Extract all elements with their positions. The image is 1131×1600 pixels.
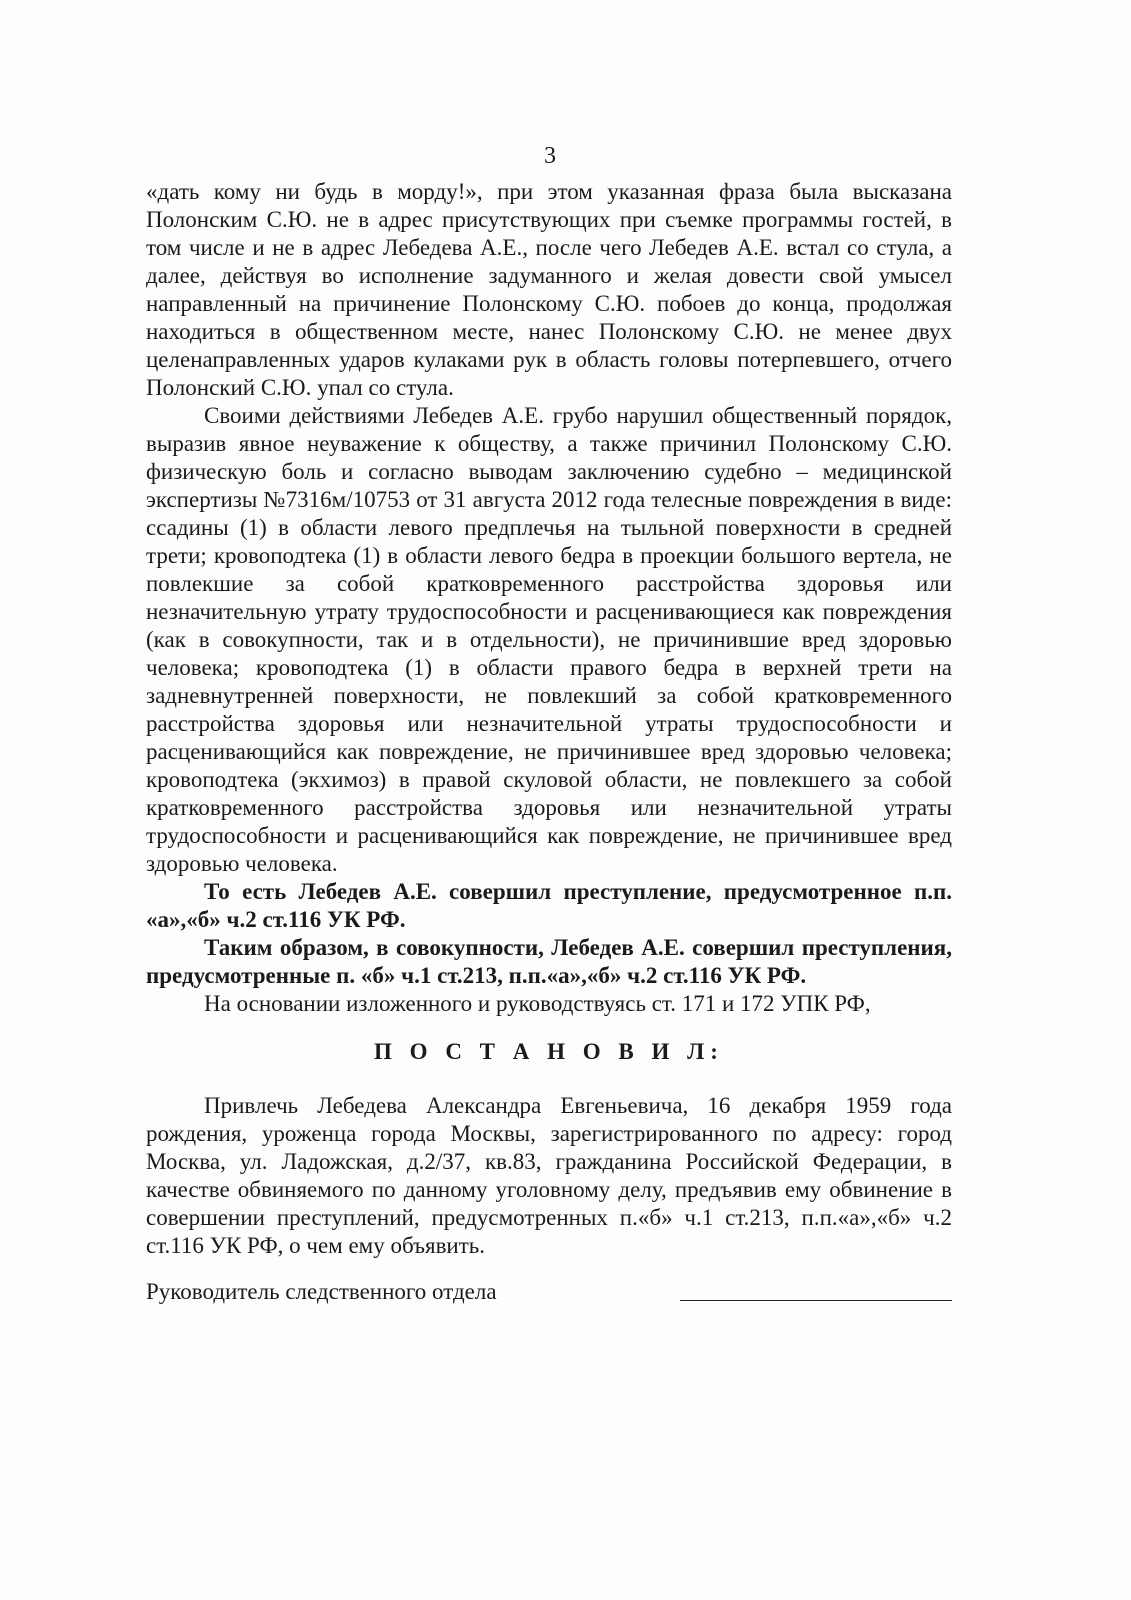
- paragraph-basis: На основании изложенного и руководствуясь ст. 171 и 172 УПК РФ,: [204, 991, 871, 1016]
- decree-title: П О С Т А Н О В И Л:: [374, 1039, 724, 1064]
- paragraph-conclusion-116: То есть Лебедев А.Е. совершил преступление, предусмотренное п.п. «а»,«б» ч.2 ст.116 УК РФ.: [146, 879, 952, 932]
- decree-body: [146, 1092, 952, 1260]
- paragraph-injuries: Своими действиями Лебедев А.Е. грубо нарушил общественный порядок, выразив явное неуважение к обществу, а также причинил Полонскому С.Ю. физическую боль и согласно выводам заключению судебно – медицинской экспертизы №7316м/10753 от 31 августа 2012 года телесные повреждения в виде: ссадины (1) в области левого предплечья на тыльной поверхности в средней трети; кровоподтека (1) в области левого бедра в проекции большого вертела, не повлекшие за собой кратковременного расстройства здоровья или незначительную утрату трудоспособности и расценивающиеся как повреждения (как в совокупности, так и в отдельности), не причинившие вред здоровью человека; кровоподтека (1) в области правого бедра в верхней трети на задневнутренней поверхности, не повлекший за собой кратковременного расстройства здоровья или незначительной утраты трудоспособности и расценивающийся как повреждение, не причинившее вред здоровью человека; кровоподтека (экхимоз) в правой скуловой области, не повлекшего за собой кратковременного расстройства здоровья или незначительной утраты трудоспособности и расценивающийся как повреждение, не причинившее вред здоровью человека.: [146, 403, 952, 876]
- signature-label: Руководитель следственного отдела: [146, 1279, 497, 1304]
- signature-line: [680, 1300, 952, 1301]
- paragraph-conclusion-total: Таким образом, в совокупности, Лебедев А.Е. совершил преступления, предусмотренные п. «б» ч.1 ст.213, п.п.«а»,«б» ч.2 ст.116 УК РФ.: [146, 935, 952, 988]
- signature-block: [146, 1278, 952, 1310]
- page-number: 3: [544, 143, 556, 169]
- document-body: [146, 178, 952, 1018]
- paragraph-continuation: «дать кому ни будь в морду!», при этом указанная фраза была высказана Полонским С.Ю. не в адрес присутствующих при съемке программы гостей, в том числе и не в адрес Лебедева А.Е., после чего Лебедев А.Е. встал со стула, а далее, действуя во исполнение задуманного и желая довести свой умысел направленный на причинение Полонскому С.Ю. побоев до конца, продолжая находиться в общественном месте, нанес Полонскому С.Ю. не менее двух целенаправленных ударов кулаками рук в область головы потерпевшего, отчего Полонский С.Ю. упал со стула.: [146, 179, 952, 400]
- paragraph-decree: Привлечь Лебедева Александра Евгеньевича, 16 декабря 1959 года рождения, уроженца города Москвы, зарегистрированного по адресу: город Москва, ул. Ладожская, д.2/37, кв.83, гражданина Российской Федерации, в качестве обвиняемого по данному уголовному делу, предъявив ему обвинение в совершении преступлений, предусмотренных п.«б» ч.1 ст.213, п.п.«а»,«б» ч.2 ст.116 УК РФ, о чем ему объявить.: [146, 1093, 952, 1258]
